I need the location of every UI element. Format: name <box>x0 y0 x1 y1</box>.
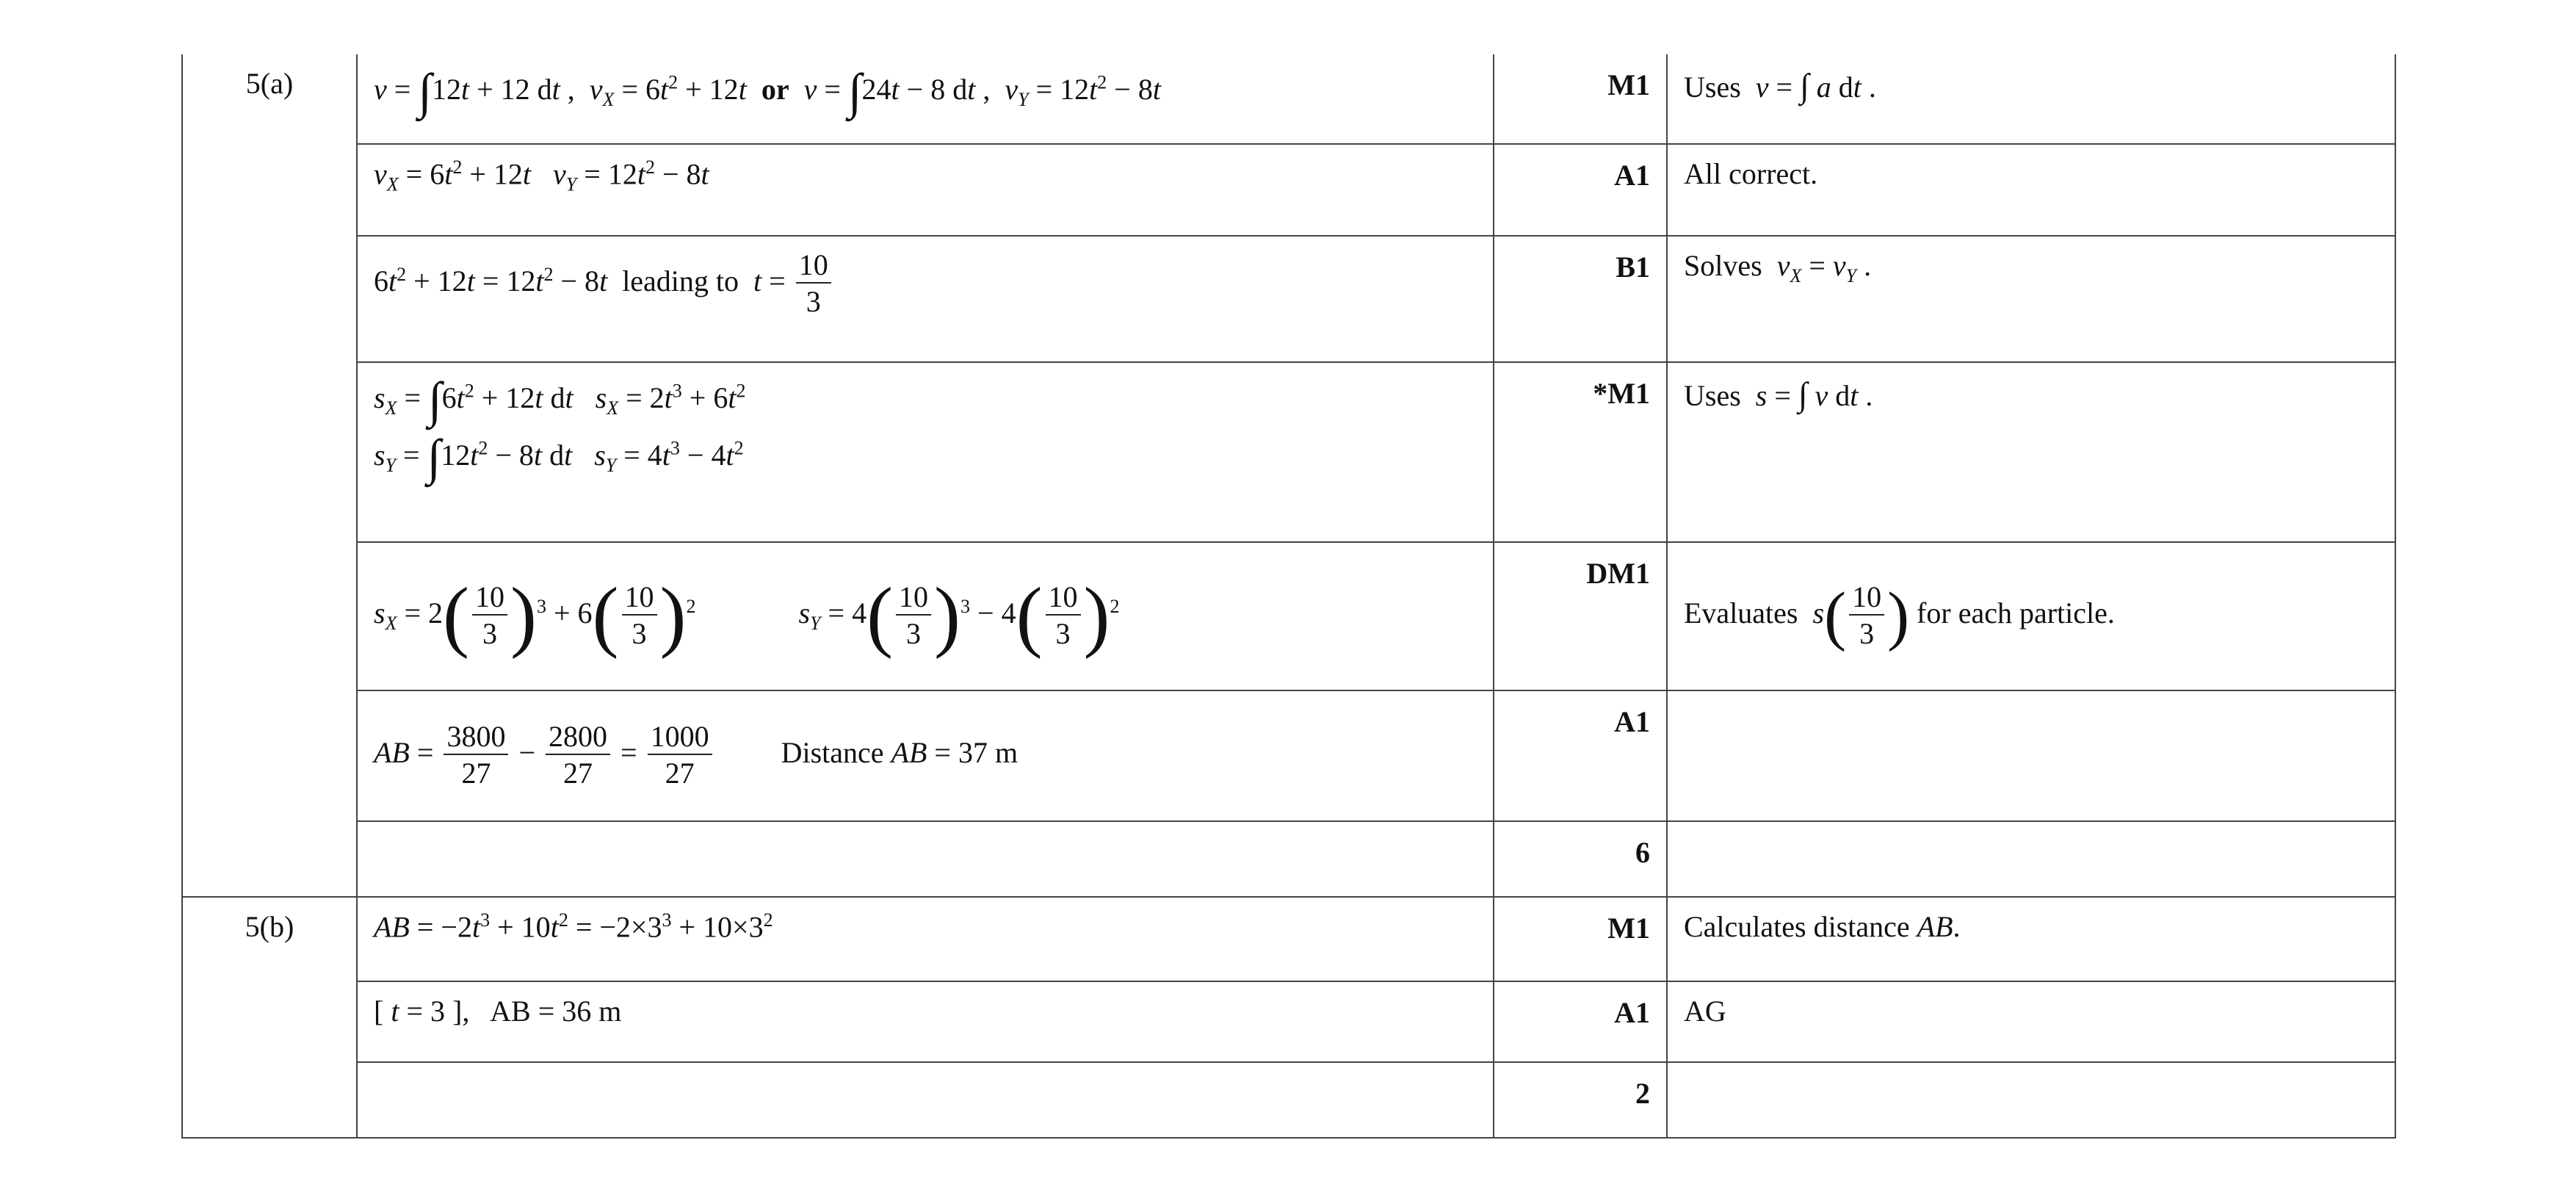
guidance-5a-4: Uses s = ∫ v dt . <box>1667 362 2395 542</box>
mark-5b-1: M1 <box>1494 897 1667 981</box>
answer-5b-1: AB = $-2t^3 + 10t^2 = -2\times 3^3 + 10\times 3^2$ <box>357 897 1494 981</box>
answer-5a-5: $s_X = 2$( $\frac{10}{3}$ )$^3$ + 6( $\frac{10}{3}$ )$^2$ $s_Y = 4$( $\frac{10}{3}$ )$^3$ − 4( $\frac{10}{3}$ )$^2$ <box>357 542 1494 690</box>
leading-to-text: leading to <box>622 264 739 298</box>
guidance-5a-6 <box>1667 690 2395 821</box>
total-5a: 6 <box>1494 821 1667 897</box>
total-5b: 2 <box>1494 1062 1667 1138</box>
answer-5b-total-blank <box>357 1062 1494 1138</box>
or-word: or <box>761 73 789 106</box>
question-label-5b: 5(b) <box>182 897 357 1138</box>
guidance-5a-5: Evaluates s( $\frac{10}{3}$ ) for each particle. <box>1667 542 2395 690</box>
guidance-5a-3: Solves $v_X = v_Y$ . <box>1667 236 2395 362</box>
mark-5a-2: A1 <box>1494 144 1667 236</box>
answer-5a-total-blank <box>357 821 1494 897</box>
guidance-5a-total-blank <box>1667 821 2395 897</box>
mark-5a-6: A1 <box>1494 690 1667 821</box>
guidance-5b-2: AG <box>1667 981 2395 1062</box>
guidance-5a-1: Uses v = ∫ a dt . <box>1667 54 2395 144</box>
answer-5a-6: AB = $\frac{3800}{27}$ − $\frac{2800}{27}$ = $\frac{1000}{27}$ Distance AB = 37 m <box>357 690 1494 821</box>
answer-5a-1: v = ∫12t + 12 dt , $v_X = 6t^2 + 12t$ or v = ∫24t − 8 dt , $v_Y = 12t^2 - 8t$ <box>357 54 1494 144</box>
guidance-5b-total-blank <box>1667 1062 2395 1138</box>
answer-5b-2: [ t = 3 ], AB = 36 m <box>357 981 1494 1062</box>
question-label-5a: 5(a) <box>182 54 357 897</box>
mark-5a-4: *M1 <box>1494 362 1667 542</box>
mark-5a-5: DM1 <box>1494 542 1667 690</box>
mark-5a-3: B1 <box>1494 236 1667 362</box>
mark-5b-2: A1 <box>1494 981 1667 1062</box>
mark-5a-1: M1 <box>1494 54 1667 144</box>
mark-scheme-table <box>181 54 2396 1139</box>
guidance-5b-1: Calculates distance AB. <box>1667 897 2395 981</box>
guidance-5a-2: All correct. <box>1667 144 2395 236</box>
answer-5a-2: $v_X = 6t^2 + 12t$ $v_Y = 12t^2 - 8t$ <box>357 144 1494 236</box>
answer-5a-3: $6t^2 + 12t = 12t^2 - 8t$ leading to t = $\frac{10}{3}$ <box>357 236 1494 362</box>
answer-5a-4: $s_X = \int 6t^2 + 12t$ dt $s_X = 2t^3 + 6t^2$ $s_Y = \int 12t^2 - 8t$ dt $s_Y = 4t^3 - 4t^2$ <box>357 362 1494 542</box>
